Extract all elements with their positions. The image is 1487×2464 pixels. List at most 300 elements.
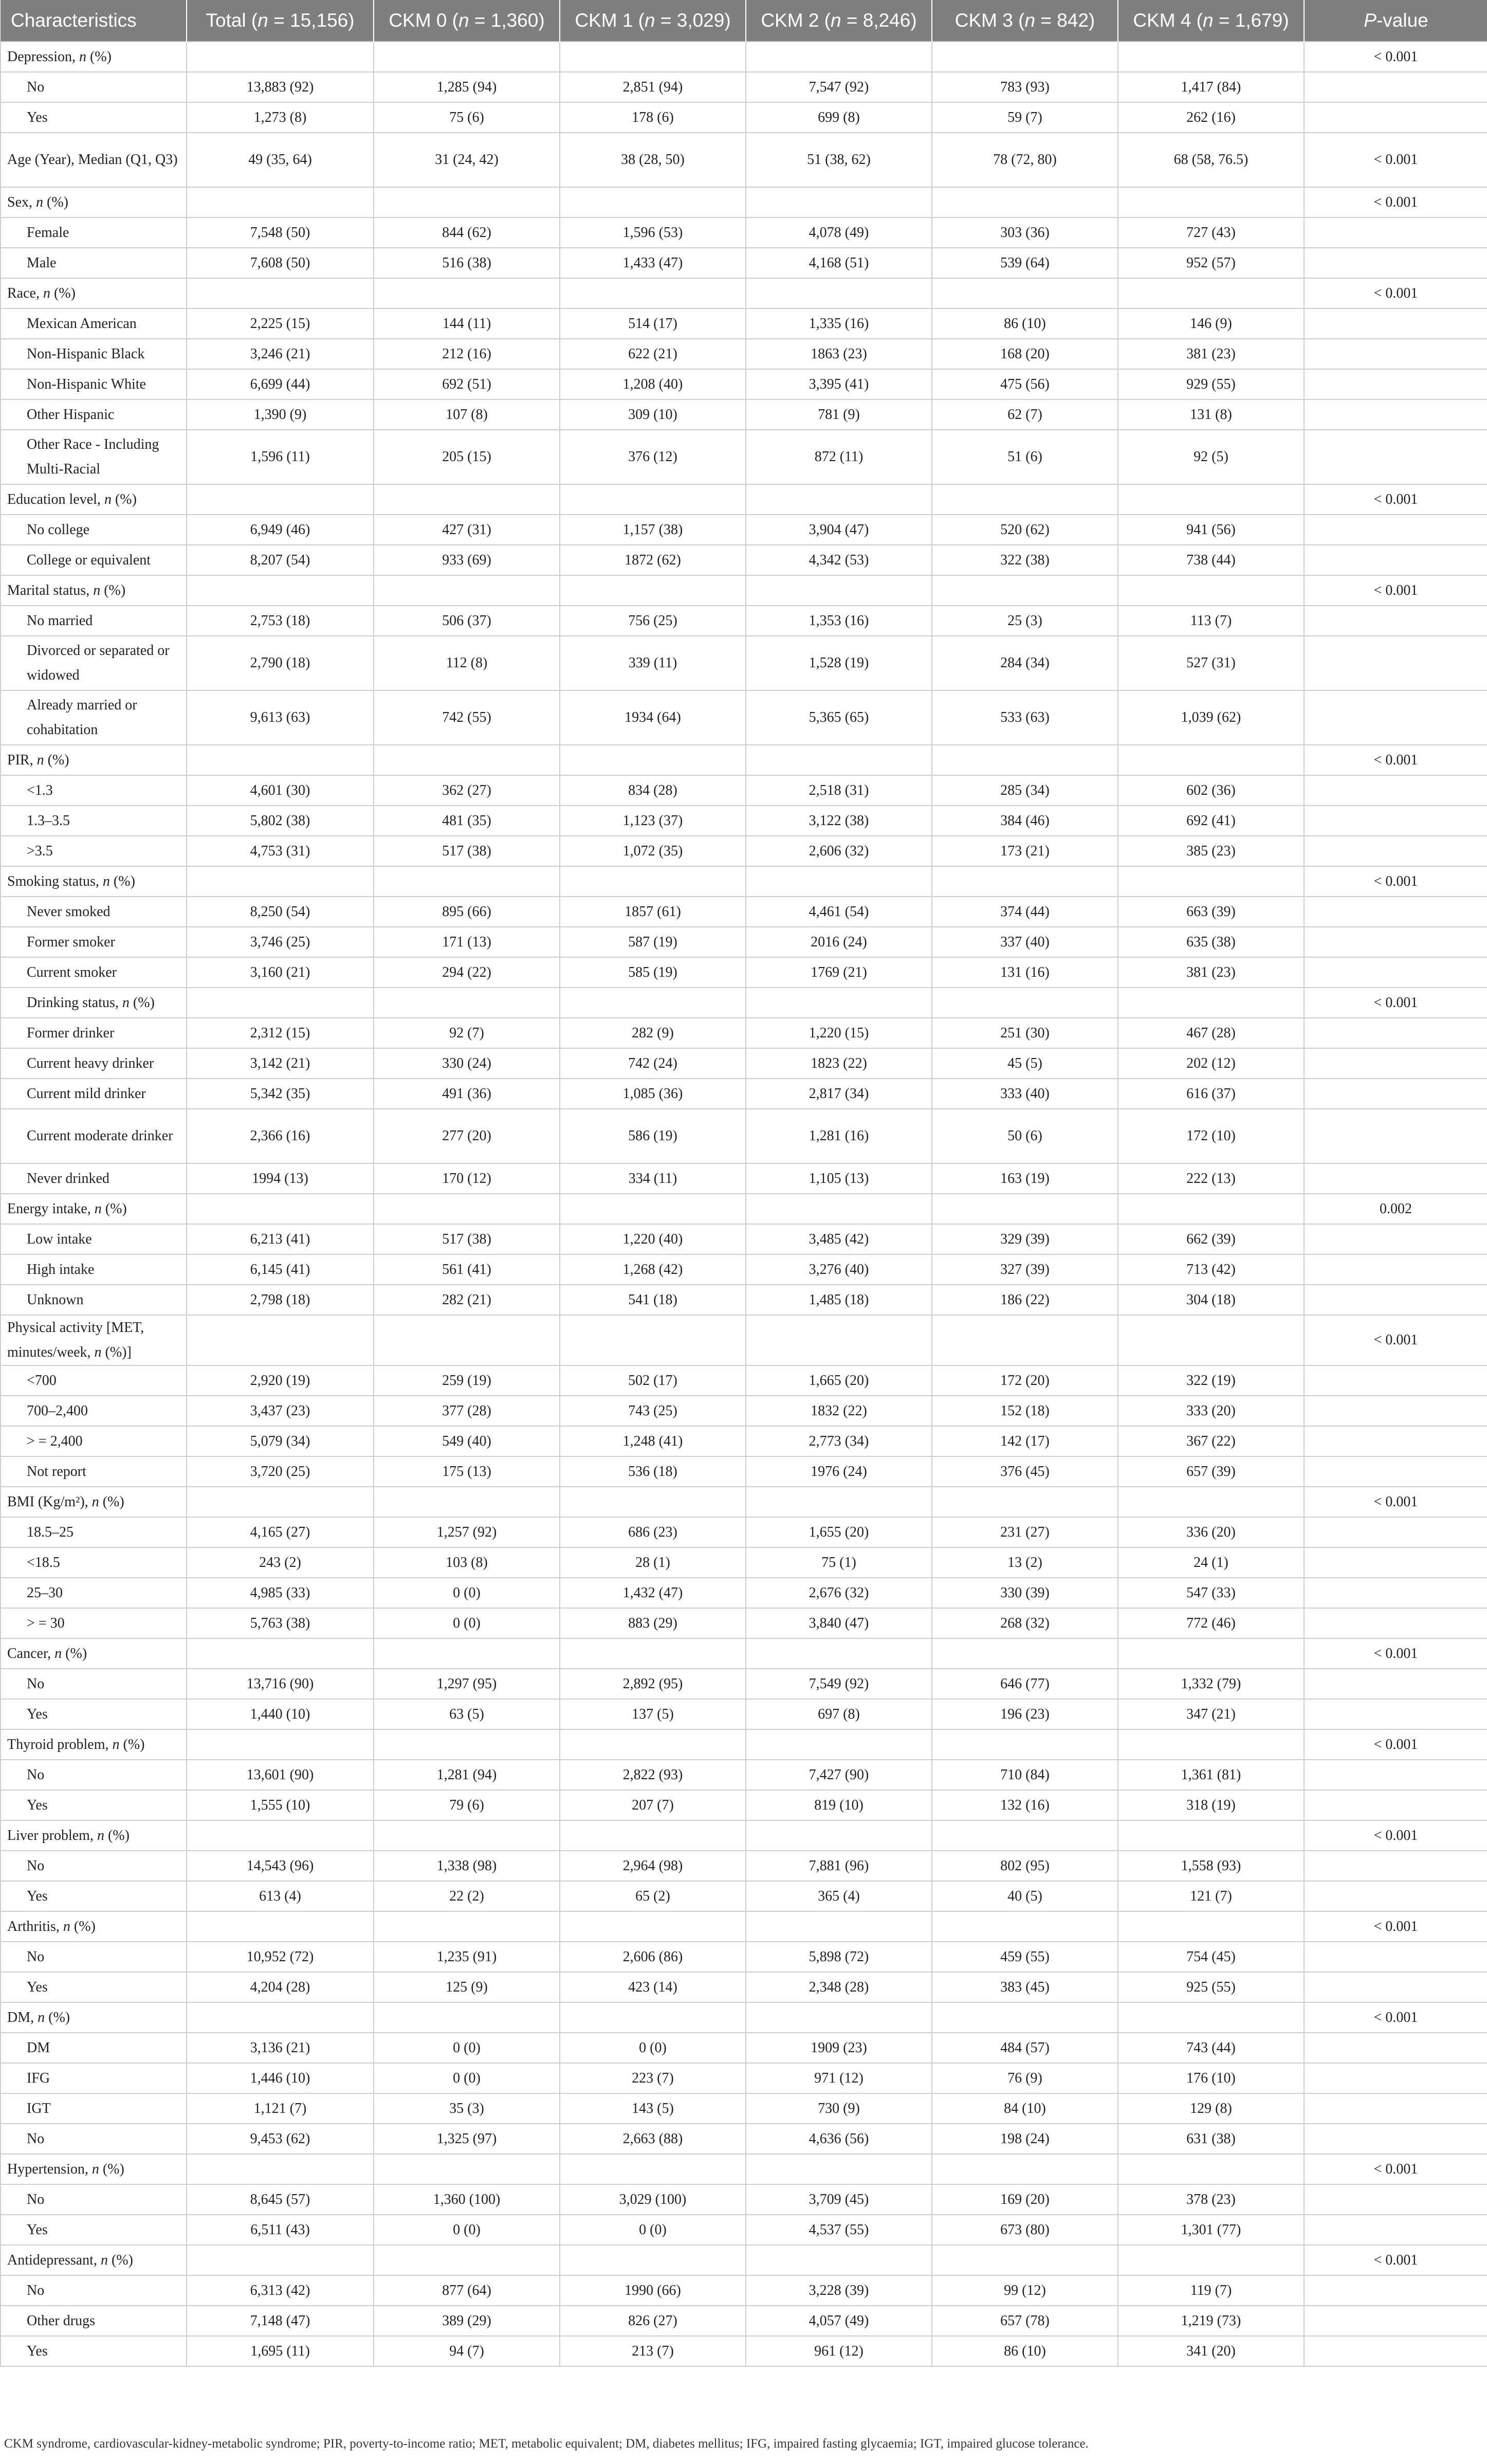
row-label-italic: n (91, 1493, 99, 1510)
table-cell: 243 (2) (187, 1547, 374, 1578)
table-cell: 819 (10) (746, 1790, 932, 1820)
table-cell: 285 (34) (932, 775, 1118, 806)
p-value-cell (1304, 1456, 1487, 1487)
table-row (1, 1699, 1487, 1729)
row-label: >3.5 (1, 836, 187, 866)
table-cell (187, 1194, 374, 1224)
table-cell: 754 (45) (1118, 1942, 1304, 1972)
table-cell (560, 187, 746, 217)
table-cell: 376 (45) (932, 1456, 1118, 1487)
table-row (1, 1608, 1487, 1638)
table-cell (746, 2245, 932, 2275)
table-cell: 75 (6) (374, 102, 560, 133)
table-cell: 2,753 (18) (187, 606, 374, 636)
table-cell: 1,335 (16) (746, 308, 932, 339)
table-cell: 132 (16) (932, 1790, 1118, 1820)
row-label-text: Education level, (7, 491, 104, 507)
table-cell (932, 1487, 1118, 1517)
row-label (1, 575, 187, 606)
row-label-italic: n (54, 1645, 62, 1662)
table-cell: 35 (3) (374, 2093, 560, 2124)
row-label-suffix: (%) (99, 1493, 124, 1510)
row-label (1, 745, 187, 775)
row-label: No (1, 1760, 187, 1790)
row-label-suffix: (%) (101, 1200, 127, 1217)
row-label: Current mild drinker (1, 1079, 187, 1109)
table-cell: 137 (5) (560, 1699, 746, 1729)
row-label: Not report (1, 1456, 187, 1487)
table-cell: 4,636 (56) (746, 2124, 932, 2154)
table-cell: 14,543 (96) (187, 1851, 374, 1881)
row-label-suffix: (%) (111, 491, 137, 507)
row-label-text: Marital status, (7, 582, 94, 598)
table-cell: 2,663 (88) (560, 2124, 746, 2154)
row-label-suffix: (%) (43, 194, 68, 210)
table-cell: 561 (41) (374, 1254, 560, 1285)
table-row (1, 1018, 1487, 1048)
row-label-italic: n (43, 285, 50, 301)
table-cell: 383 (45) (932, 1972, 1118, 2002)
table-cell: 738 (44) (1118, 545, 1304, 575)
table-row (1, 2336, 1487, 2366)
section-row (1, 1487, 1487, 1517)
table-cell (746, 2154, 932, 2184)
p-value-cell (1304, 1517, 1487, 1547)
table-cell: 952 (57) (1118, 248, 1304, 278)
table-cell: 427 (31) (374, 515, 560, 545)
table-cell: 0 (0) (374, 1578, 560, 1608)
table-cell: 284 (34) (932, 636, 1118, 690)
table-cell: 4,165 (27) (187, 1517, 374, 1547)
table-cell (746, 187, 932, 217)
row-label: > = 2,400 (1, 1426, 187, 1456)
row-label: No (1, 1851, 187, 1881)
row-label-italic: n (38, 2009, 45, 2025)
p-value-cell: < 0.001 (1304, 1820, 1487, 1851)
table-cell: 171 (13) (374, 927, 560, 957)
p-value-cell (1304, 430, 1487, 484)
table-row (1, 957, 1487, 988)
table-row (1, 1285, 1487, 1315)
table-cell (187, 745, 374, 775)
table-cell (374, 988, 560, 1018)
table-cell: 2,790 (18) (187, 636, 374, 690)
table-cell: 367 (22) (1118, 1426, 1304, 1456)
row-label (1, 133, 187, 187)
table-cell (374, 2154, 560, 2184)
table-cell: 587 (19) (560, 927, 746, 957)
table-cell: 202 (12) (1118, 1048, 1304, 1079)
p-value-cell (1304, 2184, 1487, 2215)
table-cell: 2,225 (15) (187, 308, 374, 339)
table-cell (560, 2245, 746, 2275)
table-cell (374, 1729, 560, 1760)
table-cell (1118, 2154, 1304, 2184)
table-cell: 337 (40) (932, 927, 1118, 957)
table-cell: 13,716 (90) (187, 1669, 374, 1699)
row-label-italic: n (102, 873, 110, 889)
table-cell: 1,105 (13) (746, 1163, 932, 1194)
table-cell (1118, 187, 1304, 217)
table-cell: 2,851 (94) (560, 72, 746, 102)
row-label: Yes (1, 1881, 187, 1911)
row-label: Non-Hispanic Black (1, 339, 187, 369)
p-value-cell: < 0.001 (1304, 575, 1487, 606)
row-label: Never smoked (1, 897, 187, 927)
table-cell: 657 (39) (1118, 1456, 1304, 1487)
table-cell (187, 866, 374, 897)
row-label: DM (1, 2033, 187, 2063)
row-label-suffix: (%) (62, 1645, 87, 1662)
section-row (1, 745, 1487, 775)
table-cell: 63 (5) (374, 1699, 560, 1729)
table-cell (187, 278, 374, 308)
row-label: No (1, 1942, 187, 1972)
table-cell: 259 (19) (374, 1365, 560, 1396)
row-label: 700–2,400 (1, 1396, 187, 1426)
table-cell: 1,432 (47) (560, 1578, 746, 1608)
table-row (1, 2215, 1487, 2245)
table-cell: 1,235 (91) (374, 1942, 560, 1972)
p-value-cell (1304, 1790, 1487, 1820)
column-header-3 (560, 0, 746, 42)
header-italic: P (1364, 10, 1376, 31)
row-label-italic: n (93, 582, 101, 598)
header-italic: n (258, 10, 268, 31)
table-cell: 205 (15) (374, 430, 560, 484)
table-cell (560, 2002, 746, 2033)
section-row (1, 1911, 1487, 1942)
table-cell (1118, 1911, 1304, 1942)
table-cell (932, 2154, 1118, 2184)
table-cell: 742 (24) (560, 1048, 746, 1079)
row-label: Low intake (1, 1224, 187, 1254)
table-cell: 585 (19) (560, 957, 746, 988)
table-cell (932, 988, 1118, 1018)
table-cell (560, 1487, 746, 1517)
table-cell: 539 (64) (932, 248, 1118, 278)
row-label-text: Age (Year), Median (Q1, Q3) (7, 152, 178, 168)
table-row (1, 430, 1487, 484)
table-cell (932, 2002, 1118, 2033)
table-cell (932, 1315, 1118, 1365)
table-cell: 2,817 (34) (746, 1079, 932, 1109)
section-row (1, 1638, 1487, 1669)
table-cell: 4,057 (49) (746, 2306, 932, 2336)
header-row (1, 0, 1487, 42)
table-cell: 1,338 (98) (374, 1851, 560, 1881)
row-label-suffix: (%) (107, 2252, 133, 2268)
table-cell: 484 (57) (932, 2033, 1118, 2063)
table-cell: 143 (5) (560, 2093, 746, 2124)
table-cell: 1,281 (94) (374, 1760, 560, 1790)
table-cell (746, 866, 932, 897)
row-label-text: Liver problem, (7, 1827, 97, 1844)
table-cell: 4,204 (28) (187, 1972, 374, 2002)
table-cell (932, 484, 1118, 515)
table-cell: 28 (1) (560, 1547, 746, 1578)
table-row (1, 636, 1487, 690)
header-text-suffix: = 3,029) (655, 10, 731, 31)
table-cell (746, 1820, 932, 1851)
row-label-text: BMI (Kg/m²), (7, 1493, 92, 1510)
table-cell: 51 (38, 62) (746, 133, 932, 187)
table-cell: 294 (22) (374, 957, 560, 988)
row-label: IFG (1, 2063, 187, 2093)
table-cell: 86 (10) (932, 308, 1118, 339)
row-label-text: Antidepressant, (7, 2252, 101, 2268)
table-cell: 3,720 (25) (187, 1456, 374, 1487)
column-header-7 (1304, 0, 1487, 42)
row-label-suffix: (%) (45, 2009, 70, 2025)
table-cell: 175 (13) (374, 1456, 560, 1487)
table-row (1, 72, 1487, 102)
table-cell: 251 (30) (932, 1018, 1118, 1048)
row-label (1, 866, 187, 897)
table-row (1, 1254, 1487, 1285)
table-cell: 163 (19) (932, 1163, 1118, 1194)
row-label-text: PIR, (7, 752, 37, 768)
p-value-cell: < 0.001 (1304, 866, 1487, 897)
row-label: Yes (1, 2215, 187, 2245)
row-label-italic: n (100, 2252, 108, 2268)
table-cell: 49 (35, 64) (187, 133, 374, 187)
p-value-cell (1304, 369, 1487, 399)
table-cell: 1,446 (10) (187, 2063, 374, 2093)
table-cell (746, 1638, 932, 1669)
column-header-5 (932, 0, 1118, 42)
table-row (1, 927, 1487, 957)
row-label-italic: n (63, 1918, 70, 1934)
row-label-text: Drinking status, (27, 994, 122, 1011)
table-cell: 586 (19) (560, 1109, 746, 1163)
section-row (1, 1315, 1487, 1365)
table-cell: 339 (11) (560, 636, 746, 690)
table-cell (560, 1638, 746, 1669)
table-cell: 2,892 (95) (560, 1669, 746, 1699)
table-row (1, 1881, 1487, 1911)
row-label-text: Race, (7, 285, 43, 301)
table-cell: 3,228 (39) (746, 2275, 932, 2306)
table-cell: 6,313 (42) (187, 2275, 374, 2306)
table-cell: 0 (0) (374, 1608, 560, 1638)
table-cell (560, 1820, 746, 1851)
table-cell: 322 (38) (932, 545, 1118, 575)
table-cell: 547 (33) (1118, 1578, 1304, 1608)
p-value-cell (1304, 806, 1487, 836)
table-cell: 929 (55) (1118, 369, 1304, 399)
table-cell: 231 (27) (932, 1517, 1118, 1547)
table-cell: 783 (93) (932, 72, 1118, 102)
table-cell: 826 (27) (560, 2306, 746, 2336)
section-row (1, 2002, 1487, 2033)
p-value-cell (1304, 1109, 1487, 1163)
table-cell: 1832 (22) (746, 1396, 932, 1426)
table-cell: 119 (7) (1118, 2275, 1304, 2306)
table-row (1, 606, 1487, 636)
table-cell: 329 (39) (932, 1224, 1118, 1254)
row-label: <18.5 (1, 1547, 187, 1578)
table-cell: 1,596 (11) (187, 430, 374, 484)
p-value-cell: < 0.001 (1304, 42, 1487, 72)
table-cell: 663 (39) (1118, 897, 1304, 927)
p-value-cell: < 0.001 (1304, 484, 1487, 515)
section-row (1, 575, 1487, 606)
row-label: No married (1, 606, 187, 636)
table-cell: 1909 (23) (746, 2033, 932, 2063)
p-value-cell (1304, 102, 1487, 133)
table-cell: 1,301 (77) (1118, 2215, 1304, 2245)
table-cell (560, 745, 746, 775)
header-text-suffix: = 1,679) (1213, 10, 1289, 31)
p-value-cell (1304, 690, 1487, 745)
table-cell: 2,348 (28) (746, 1972, 932, 2002)
table-cell: 613 (4) (187, 1881, 374, 1911)
table-cell (187, 2245, 374, 2275)
table-cell: 1,332 (79) (1118, 1669, 1304, 1699)
column-header-2 (374, 0, 560, 42)
table-cell: 51 (6) (932, 430, 1118, 484)
table-cell: 4,078 (49) (746, 217, 932, 248)
table-cell: 3,246 (21) (187, 339, 374, 369)
table-cell: 895 (66) (374, 897, 560, 927)
table-cell: 742 (55) (374, 690, 560, 745)
row-label-suffix: (%) (129, 994, 155, 1011)
row-label-italic: n (79, 48, 86, 65)
table-cell: 223 (7) (560, 2063, 746, 2093)
row-label-italic: n (112, 1736, 120, 1753)
p-value-cell (1304, 399, 1487, 430)
header-text-suffix: = 1,360) (469, 10, 545, 31)
p-value-cell: < 0.001 (1304, 1729, 1487, 1760)
table-cell (932, 42, 1118, 72)
section-row (1, 42, 1487, 72)
table-cell: 196 (23) (932, 1699, 1118, 1729)
table-cell: 173 (21) (932, 836, 1118, 866)
table-cell: 772 (46) (1118, 1608, 1304, 1638)
table-row (1, 690, 1487, 745)
p-value-cell (1304, 1972, 1487, 2002)
row-label: No (1, 1669, 187, 1699)
table-row (1, 1851, 1487, 1881)
table-cell (374, 2245, 560, 2275)
row-label: Male (1, 248, 187, 278)
section-row (1, 187, 1487, 217)
table-cell: 933 (69) (374, 545, 560, 575)
header-text-suffix: = 15,156) (268, 10, 355, 31)
p-value-cell (1304, 2124, 1487, 2154)
section-row (1, 2245, 1487, 2275)
table-cell (1118, 1315, 1304, 1365)
table-cell: 24 (1) (1118, 1547, 1304, 1578)
row-label-text: Depression, (7, 48, 79, 65)
table-cell: 514 (17) (560, 308, 746, 339)
row-label: Current heavy drinker (1, 1048, 187, 1079)
table-cell: 384 (46) (932, 806, 1118, 836)
table-cell: 4,601 (30) (187, 775, 374, 806)
row-label: Other Hispanic (1, 399, 187, 430)
table-cell: 3,160 (21) (187, 957, 374, 988)
p-value-cell (1304, 2306, 1487, 2336)
table-cell: 282 (9) (560, 1018, 746, 1048)
table-header (1, 0, 1487, 42)
table-cell: 1,390 (9) (187, 399, 374, 430)
table-cell (187, 1911, 374, 1942)
row-label-suffix: (%) (104, 1827, 130, 1844)
table-cell: 743 (44) (1118, 2033, 1304, 2063)
table-cell: 1,417 (84) (1118, 72, 1304, 102)
header-italic: n (458, 10, 469, 31)
table-cell: 168 (20) (932, 339, 1118, 369)
section-row (1, 1194, 1487, 1224)
table-cell: 377 (28) (374, 1396, 560, 1426)
row-label (1, 1315, 187, 1365)
table-cell: 378 (23) (1118, 2184, 1304, 2215)
table-cell: 113 (7) (1118, 606, 1304, 636)
header-text: CKM 1 ( (575, 10, 645, 31)
table-cell (187, 1487, 374, 1517)
table-cell: 103 (8) (374, 1547, 560, 1578)
row-label (1, 1911, 187, 1942)
table-cell: 176 (10) (1118, 2063, 1304, 2093)
header-italic: n (1024, 10, 1036, 31)
table-cell (746, 42, 932, 72)
table-cell: 1,123 (37) (560, 806, 746, 836)
table-cell (187, 1820, 374, 1851)
row-label-text: Thyroid problem, (7, 1736, 113, 1753)
row-label-suffix: (%) (50, 285, 76, 301)
row-label-italic: n (36, 194, 43, 210)
row-label (1, 1638, 187, 1669)
table-cell (560, 2154, 746, 2184)
table-cell: 334 (11) (560, 1163, 746, 1194)
table-cell (932, 1820, 1118, 1851)
table-cell: 9,453 (62) (187, 2124, 374, 2154)
table-cell: 6,511 (43) (187, 2215, 374, 2245)
table-cell: 65 (2) (560, 1881, 746, 1911)
p-value-cell (1304, 2215, 1487, 2245)
table-cell: 381 (23) (1118, 957, 1304, 988)
table-cell: 131 (8) (1118, 399, 1304, 430)
row-label-suffix: (%) (99, 2161, 124, 2177)
table-cell: 0 (0) (374, 2033, 560, 2063)
table-row (1, 1578, 1487, 1608)
p-value-cell (1304, 1365, 1487, 1396)
table-cell: 1,220 (40) (560, 1224, 746, 1254)
p-value-cell (1304, 836, 1487, 866)
table-cell: 2,773 (34) (746, 1426, 932, 1456)
table-cell: 2,676 (32) (746, 1578, 932, 1608)
table-cell (374, 2002, 560, 2033)
table-cell: 170 (12) (374, 1163, 560, 1194)
table-cell: 971 (12) (746, 2063, 932, 2093)
table-cell: 1990 (66) (560, 2275, 746, 2306)
table-cell: 341 (20) (1118, 2336, 1304, 2366)
table-cell: 1,360 (100) (374, 2184, 560, 2215)
table-cell: 1,220 (15) (746, 1018, 932, 1048)
table-cell: 662 (39) (1118, 1224, 1304, 1254)
table-cell (187, 42, 374, 72)
row-label (1, 1487, 187, 1517)
p-value-cell (1304, 1079, 1487, 1109)
table-row (1, 806, 1487, 836)
table-cell: 7,881 (96) (746, 1851, 932, 1881)
row-label-italic: n (122, 994, 130, 1011)
table-cell: 6,145 (41) (187, 1254, 374, 1285)
p-value-cell (1304, 1018, 1487, 1048)
table-cell: 222 (13) (1118, 1163, 1304, 1194)
table-cell: 6,213 (41) (187, 1224, 374, 1254)
